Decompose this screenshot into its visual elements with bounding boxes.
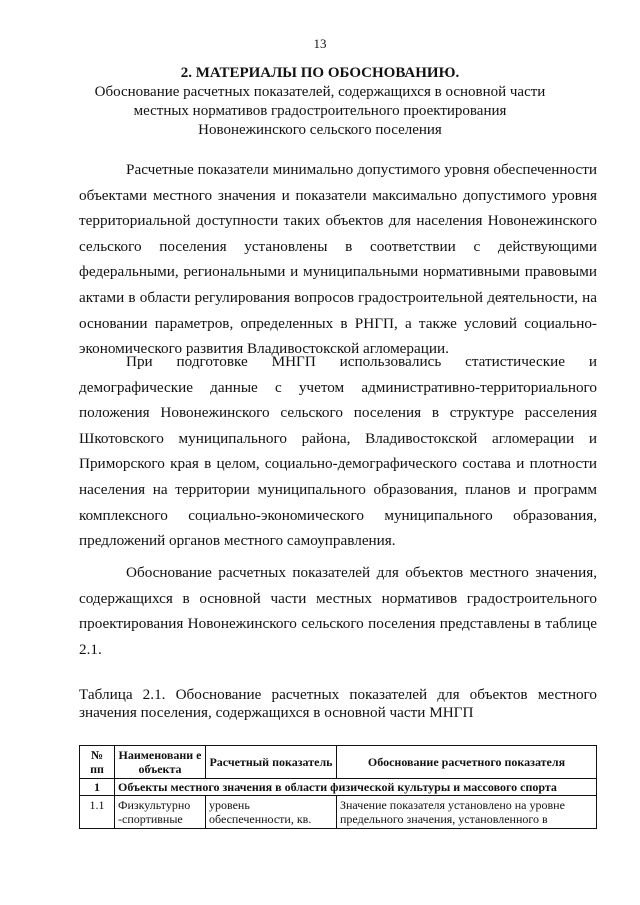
body-paragraph: Расчетные показатели минимально допустимого уровня обеспеченности объектами местного значения и показатели максимально допустимого уровня территориальной доступности таких объектов для населения Новонежинского сельского поселения установлены в соответствии с действующими федеральными, региональными и муниципальными нормативными правовыми актами в области регулирования вопросов градостроительной деятельности, на основании параметров, определенных в РНГП, а также условий социально-экономического развития Владивостокской агломерации.: [79, 161, 597, 358]
row-indicator: уровень обеспеченности, кв.: [206, 796, 337, 829]
row-number: 1.1: [80, 796, 115, 829]
body-paragraph: При подготовке МНГП использовались статистические и демографические данные с учетом административно-территориального положения Новонежинского сельского поселения в структуре расселения Шкотовского муниципального района, Владивостокской агломерации и Приморского края в целом, социально-демографического состава и плотности населения на территории муниципального образования, планов и программ комплексного социально-экономического муниципального образования, предложений органов местного самоуправления.: [79, 353, 597, 550]
table-row: [80, 796, 597, 829]
column-header-justification: Обоснование расчетного показателя: [337, 746, 597, 779]
section-row-number: 1: [80, 779, 115, 796]
column-header-number: № пп: [80, 746, 115, 779]
justification-table: [79, 745, 597, 829]
table-header-row: [80, 746, 597, 779]
body-paragraph: Обоснование расчетных показателей для объектов местного значения, содержащихся в основной части местных нормативов градостроительного проектирования Новонежинского сельского поселения представлены в таблице 2.1.: [79, 564, 597, 658]
column-header-object: Наименовани е объекта: [115, 746, 206, 779]
row-justification: Значение показателя установлено на уровне предельного значения, установленного в: [337, 796, 597, 829]
section-header: [80, 64, 560, 140]
page-number: 13: [313, 36, 327, 51]
column-header-indicator: Расчетный показатель: [206, 746, 337, 779]
table-section-row: [80, 779, 597, 796]
table-caption: Таблица 2.1. Обоснование расчетных показателей для объектов местного значения поселения, содержащихся в основной части МНГП: [79, 686, 597, 721]
section-row-title: Объекты местного значения в области физической культуры и массового спорта: [115, 779, 597, 796]
section-title: 2. МАТЕРИАЛЫ ПО ОБОСНОВАНИЮ.: [180, 65, 460, 81]
section-subtitle: Обоснование расчетных показателей, содержащихся в основной части местных нормативов градостроительного проектирования Новонежинского сельского поселения: [94, 84, 546, 138]
row-object: Физкультурно -спортивные: [115, 796, 206, 829]
